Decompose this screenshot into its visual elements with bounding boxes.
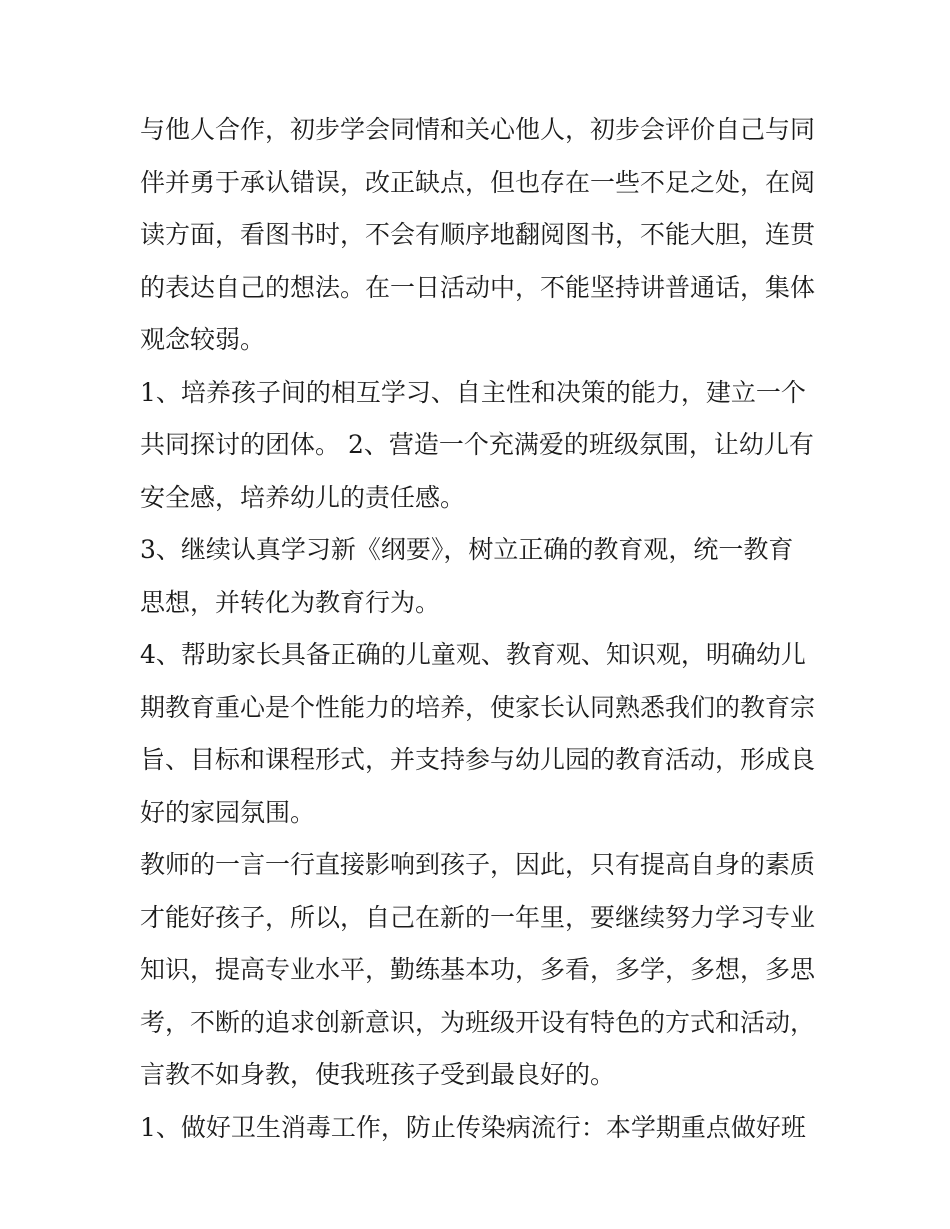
- text-line: 期教育重心是个性能力的培养，使家长认同熟悉我们的教育宗: [140, 692, 816, 722]
- text-line: 考，不断的追求创新意识，为班级开设有特色的方式和活动，: [140, 1007, 816, 1037]
- text-line: 言教不如身教，使我班孩子受到最良好的。: [140, 1060, 616, 1089]
- text-line: 伴并勇于承认错误，改正缺点，但也存在一些不足之处，在阅: [140, 167, 816, 197]
- text-line: 知识，提高专业水平，勤练基本功，多看，多学，多想，多思: [140, 955, 816, 984]
- text-line: 1、培养孩子间的相互学习、自主性和决策的能力，建立一个: [140, 377, 806, 407]
- text-line: 与他人合作，初步学会同情和关心他人，初步会评价自己与同: [140, 115, 816, 144]
- text-line: 才能好孩子，所以，自己在新的一年里，要继续努力学习专业: [140, 902, 816, 932]
- text-line: 读方面，看图书时，不会有顺序地翻阅图书，不能大胆，连贯: [140, 220, 816, 249]
- text-line: 的表达自己的想法。在一日活动中，不能坚持讲普通话，集体: [140, 272, 816, 302]
- text-line: 思想，并转化为教育行为。: [140, 587, 441, 617]
- text-line: 旨、目标和课程形式，并支持参与幼儿园的教育活动，形成良: [140, 745, 816, 774]
- text-line: 1、做好卫生消毒工作，防止传染病流行：本学期重点做好班: [140, 1112, 806, 1142]
- text-line: 教师的一言一行直接影响到孩子，因此，只有提高自身的素质: [140, 850, 816, 879]
- text-line: 3、继续认真学习新《纲要》，树立正确的教育观，统一教育: [140, 535, 794, 564]
- text-line: 观念较弱。: [140, 325, 266, 354]
- text-line: 共同探讨的团体。 2、营造一个充满爱的班级氛围，让幼儿有: [140, 430, 814, 459]
- text-line: 安全感，培养幼儿的责任感。: [140, 482, 466, 512]
- text-line: 好的家园氛围。: [140, 797, 316, 827]
- text-line: 4、帮助家长具备正确的儿童观、教育观、知识观，明确幼儿: [140, 640, 806, 669]
- document-body: [140, 104, 820, 1154]
